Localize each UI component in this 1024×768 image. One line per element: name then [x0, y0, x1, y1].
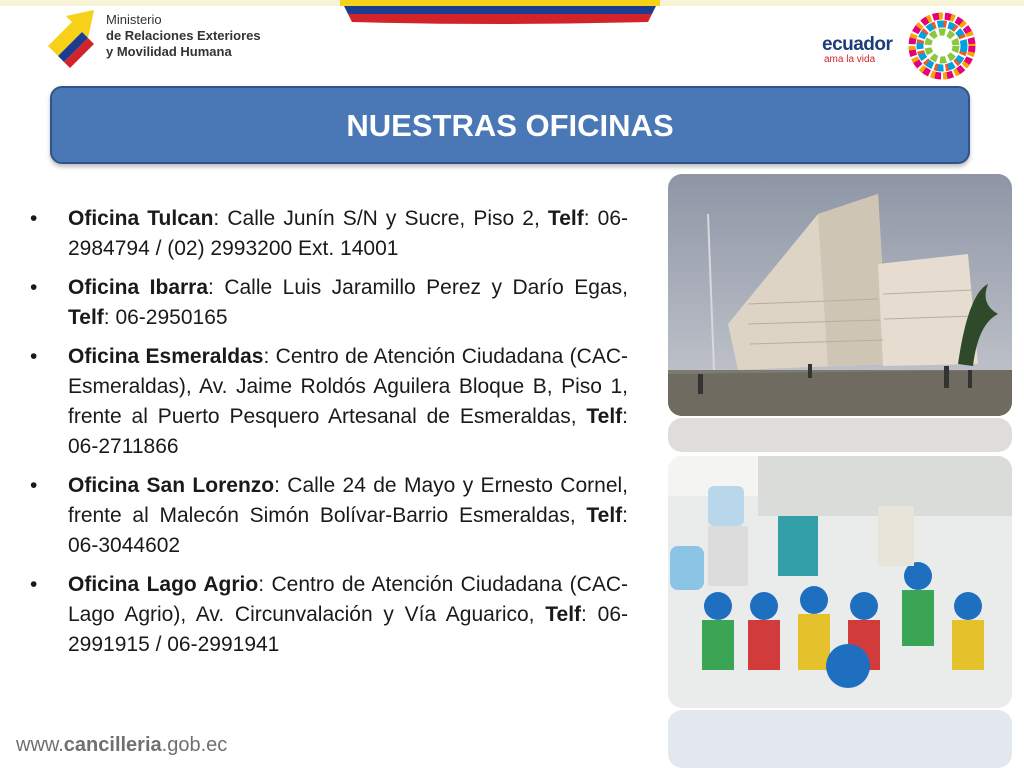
url-prefix: www.: [16, 734, 64, 756]
brand-tagline: ama la vida: [824, 54, 876, 65]
list-item: [28, 342, 628, 462]
website-url: [16, 734, 227, 757]
ministry-logo: [44, 6, 284, 70]
office-address: : Calle 24 de Mayo y Ernesto Cornel, frente al Malecón Simón Bolívar-Barrio Esmeraldas,: [68, 474, 628, 527]
office-address: : Centro de Atención Ciudadana (CAC-Lago Agrio), Av. Circunvalación y Vía Aguarico,: [68, 573, 629, 626]
list-item: [28, 570, 628, 660]
office-phone: : 06-2711866: [68, 405, 628, 458]
ministry-name-line3: y Movilidad Humana: [106, 44, 232, 59]
office-name: Oficina Ibarra: [68, 276, 209, 299]
list-item: [28, 273, 628, 333]
title-banner: [50, 86, 970, 164]
phone-label: Telf: [586, 405, 623, 428]
bullet-icon: •: [30, 345, 38, 368]
children-photo: [668, 456, 1012, 708]
building-photo: [668, 174, 1012, 416]
office-name: Oficina Tulcan: [68, 207, 214, 230]
office-phone: : 06-2984794 / (02) 2993200 Ext. 14001: [68, 207, 628, 260]
list-item: [28, 471, 628, 561]
ministry-name-line1: Ministerio: [106, 12, 162, 27]
ecuador-sun-icon: [904, 8, 980, 84]
url-suffix: .gob.ec: [161, 734, 228, 756]
office-address: : Calle Junín S/N y Sucre, Piso 2,: [213, 207, 548, 230]
ministry-name-line2: de Relaciones Exteriores: [106, 28, 261, 43]
ecuador-brand-logo: [822, 8, 982, 84]
bullet-icon: •: [30, 573, 38, 596]
office-list: [28, 204, 628, 669]
ministry-arrow-icon: [44, 6, 100, 68]
bullet-icon: •: [30, 474, 38, 497]
list-item: [28, 204, 628, 264]
office-address: : Centro de Atención Ciudadana (CAC-Esmeraldas), Av. Jaime Roldós Aguilera Bloque B, Piso 1, frente al Puerto Pesquero Artesanal de Esmeraldas,: [68, 345, 628, 428]
office-address: : Calle Luis Jaramillo Perez y Darío Egas,: [208, 276, 628, 299]
bullet-icon: •: [30, 207, 38, 230]
slide-title: NUESTRAS OFICINAS: [346, 108, 674, 143]
building-photo-reflection: [668, 418, 1012, 452]
phone-label: Telf: [547, 207, 584, 230]
children-photo-reflection: [668, 710, 1012, 768]
office-name: Oficina San Lorenzo: [68, 474, 275, 497]
office-phone: : 06-2950165: [103, 306, 228, 329]
office-phone: : 06-2991915 / 06-2991941: [68, 603, 628, 656]
phone-label: Telf: [545, 603, 582, 626]
bullet-icon: •: [30, 276, 38, 299]
phone-label: Telf: [586, 504, 623, 527]
office-phone: : 06-3044602: [68, 504, 628, 557]
brand-word: ecuador: [822, 34, 893, 55]
phone-label: Telf: [68, 306, 104, 329]
url-domain: cancilleria: [63, 734, 162, 756]
office-name: Oficina Lago Agrio: [68, 573, 259, 596]
office-name: Oficina Esmeraldas: [68, 345, 264, 368]
